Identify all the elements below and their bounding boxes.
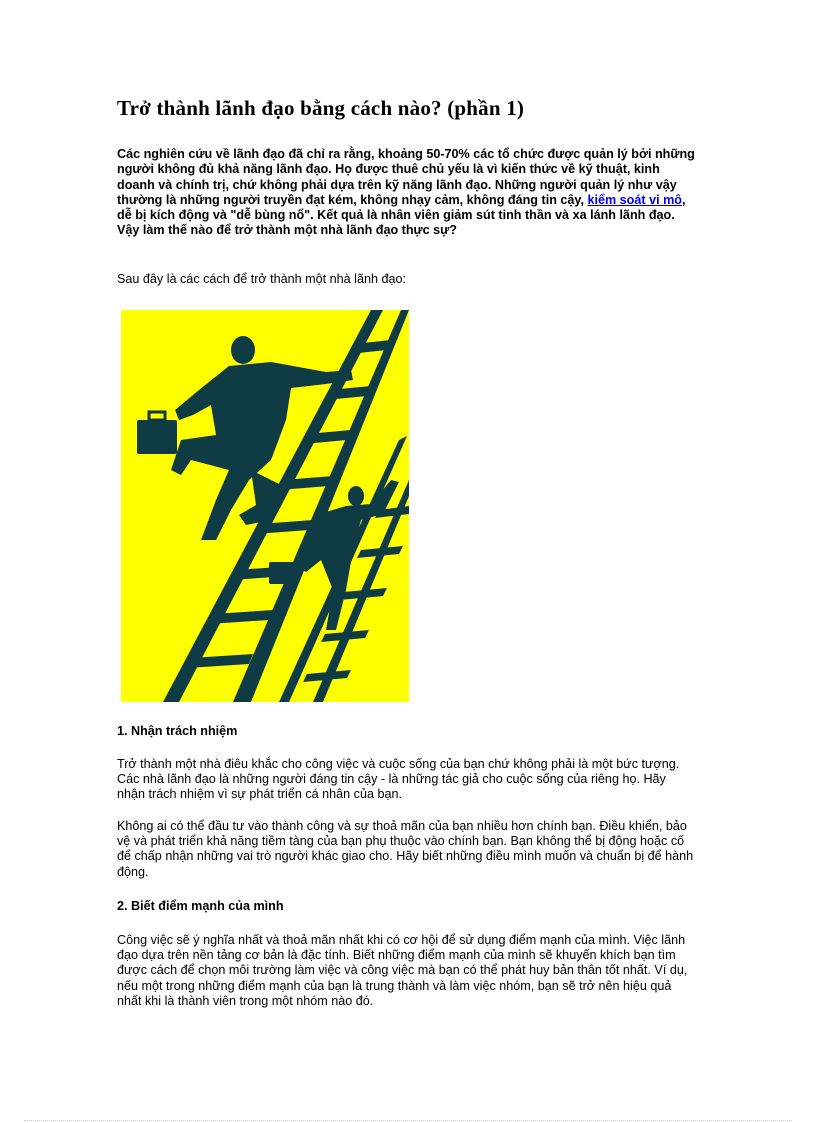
briefcase-icon — [269, 562, 295, 584]
section-1-paragraph-1: Trở thành một nhà điêu khắc cho công việc và cuộc sống của bạn chứ không phải là một bức tượng. Các nhà lãnh đạo là những người đáng tin cậy - là những tác giả cho cuộc sống của riêng họ. Hãy nhận trách nhiệm vì sự phát triển cá nhân của bạn. — [117, 757, 680, 802]
micromanagement-link[interactable]: kiểm soát vi mô — [587, 192, 682, 207]
section-1-paragraph-2: Không ai có thể đầu tư vào thành công và sự thoả mãn của bạn nhiều hơn chính bạn. Điều khiển, bảo vệ và phát triển khả năng tiềm tàng của bạn phụ thuộc vào chính bạn. Bạn không thể bị động hoặc cố để chấp nhận những vai trò người khác giao cho. Hãy biết những điều mình muốn và chuẩn bị để hành động. — [117, 819, 694, 879]
page-title: Trở thành lãnh đạo bằng cách nào? (phần 1) — [117, 96, 525, 120]
page-bottom-divider — [24, 1120, 792, 1121]
big-climber-head — [231, 336, 255, 364]
section-heading-2: 2. Biết điểm mạnh của mình — [117, 899, 284, 913]
section-2-paragraph-1: Công việc sẽ ý nghĩa nhất và thoả mãn nhất khi có cơ hội để sử dụng điểm mạnh của mình. Việc lãnh đạo dựa trên nền tảng cơ bản là đặc tính. Biết những điểm mạnh của mình sẽ khuyến khích bạn tìm được cách để chọn môi trường làm việc và công việc mà bạn có thể phát huy bản thân tốt nhất. Ví dụ, nếu một trong những điểm mạnh của bạn là trung thành và làm việc nhóm, bạn sẽ trở nên hiệu quả nhất khi là thành viên trong một nhóm nào đó. — [117, 933, 688, 1008]
leaders-climbing-ladders-illustration — [121, 310, 409, 702]
small-climber-head — [348, 486, 364, 506]
intro-text-before-link: Các nghiên cứu về lãnh đạo đã chỉ ra rằng, khoảng 50-70% các tổ chức được quản lý bởi những người không đủ khả năng lãnh đạo. Họ được thuê chủ yếu là vì kiến thức về kỹ thuật, kinh doanh và chính trị, chứ không phải dựa trên kỹ năng lãnh đạo. Những người quản lý như vậy thường là những người truyền đạt kém, không nhạy cảm, không đáng tin cậy, — [117, 147, 695, 207]
briefcase-icon — [137, 420, 177, 454]
intro-text-after-link: , dễ bị kích động và "dễ bùng nổ". Kết quả là nhân viên giảm sút tinh thần và xa lánh lãnh đạo. Vậy làm thế nào để trở thành một nhà lãnh đạo thực sự? — [117, 192, 686, 238]
intro-paragraph — [117, 147, 695, 239]
lead-sentence: Sau đây là các cách để trở thành một nhà lãnh đạo: — [117, 272, 407, 286]
section-heading-1: 1. Nhận trách nhiệm — [117, 724, 238, 738]
